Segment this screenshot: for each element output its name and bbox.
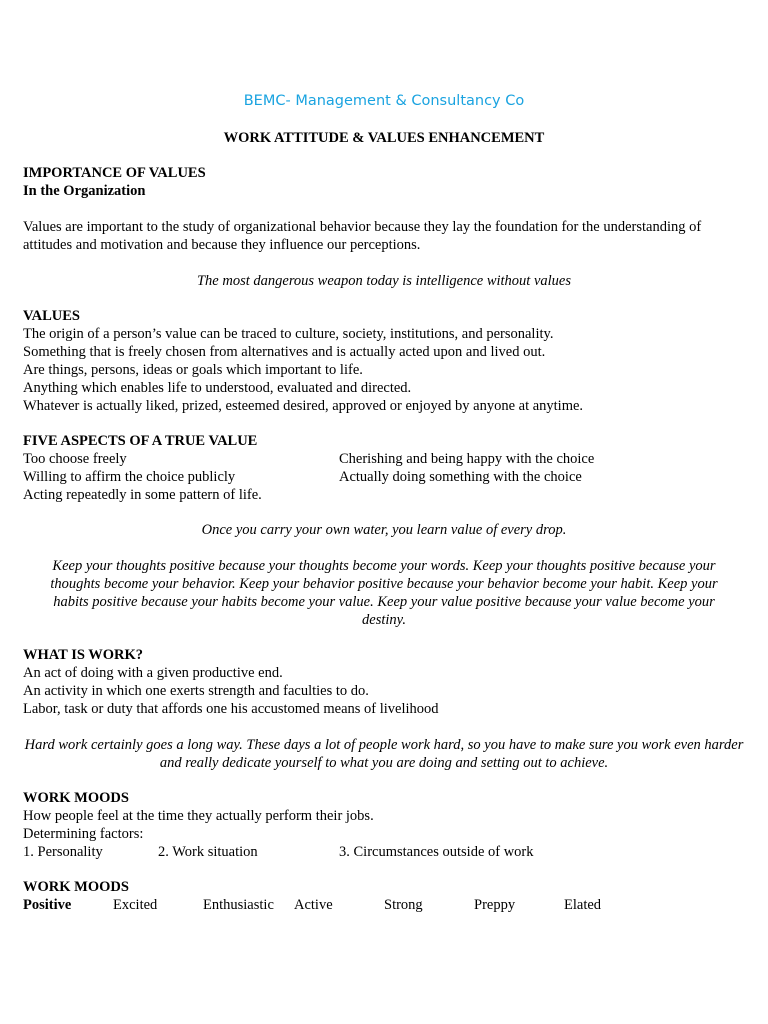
mood-item: Strong [384,897,423,913]
aspect-item: Acting repeatedly in some pattern of life. [23,487,262,503]
work-item: An act of doing with a given productive end. [23,665,283,681]
work-item: An activity in which one exerts strength and faculties to do. [23,683,369,699]
work-moods-definition: How people feel at the time they actually perform their jobs. [23,808,374,824]
determining-factors-label: Determining factors: [23,826,144,842]
importance-quote: The most dangerous weapon today is intelligence without values [196,273,571,289]
work-moods-heading: WORK MOODS [23,790,129,806]
positive-label: Positive [23,897,72,913]
importance-subheading: In the Organization [23,183,146,199]
values-item: Anything which enables life to understood, evaluated and directed. [23,380,412,396]
document-title: WORK ATTITUDE & VALUES ENHANCEMENT [223,130,545,146]
importance-paragraph: Values are important to the study of organizational behavior because they lay the foundation for the understanding of attitudes and motivation and because they influence our perceptions. [23,219,702,253]
company-name: BEMC- Management & Consultancy Co [243,93,525,109]
mood-item: Enthusiastic [203,897,274,913]
values-item: Whatever is actually liked, prized, esteemed desired, approved or enjoyed by anyone at anytime. [23,398,584,414]
hard-work-quote: Hard work certainly goes a long way. These days a lot of people work hard, so you have to make sure you work even harder and really dedicate yourself to what you are doing and setting out to achieve. [24,737,744,771]
mood-item: Active [294,897,333,913]
mood-item: Preppy [474,897,516,913]
aspect-item: Cherishing and being happy with the choice [339,451,595,467]
values-heading: VALUES [23,308,80,324]
values-item: Are things, persons, ideas or goals which important to life. [23,362,363,378]
aspect-item: Willing to affirm the choice publicly [23,469,236,485]
values-item: Something that is freely chosen from alternatives and is actually acted upon and lived out. [23,344,546,360]
aspects-heading: FIVE ASPECTS OF A TRUE VALUE [23,433,258,449]
aspect-item: Actually doing something with the choice [339,469,582,485]
factor-item: 1. Personality [23,844,103,860]
thoughts-quote: Keep your thoughts positive because your thoughts become your words. Keep your thoughts positive because your thoughts become your behavior. Keep your behavior positive because your behavior become your habit. Keep your habits positive because your habits become your value. Keep your value positive because your value become your destiny. [50,558,718,628]
work-heading: WHAT IS WORK? [23,647,144,663]
aspect-item: Too choose freely [23,451,127,467]
mood-item: Elated [564,897,602,913]
factor-item: 2. Work situation [158,844,258,860]
water-quote: Once you carry your own water, you learn value of every drop. [201,522,567,538]
importance-heading: IMPORTANCE OF VALUES [23,165,206,181]
values-item: The origin of a person’s value can be traced to culture, society, institutions, and personality. [23,326,554,342]
mood-item: Excited [113,897,158,913]
work-moods-heading-2: WORK MOODS [23,879,129,895]
work-item: Labor, task or duty that affords one his accustomed means of livelihood [23,701,439,717]
factor-item: 3. Circumstances outside of work [339,844,534,860]
